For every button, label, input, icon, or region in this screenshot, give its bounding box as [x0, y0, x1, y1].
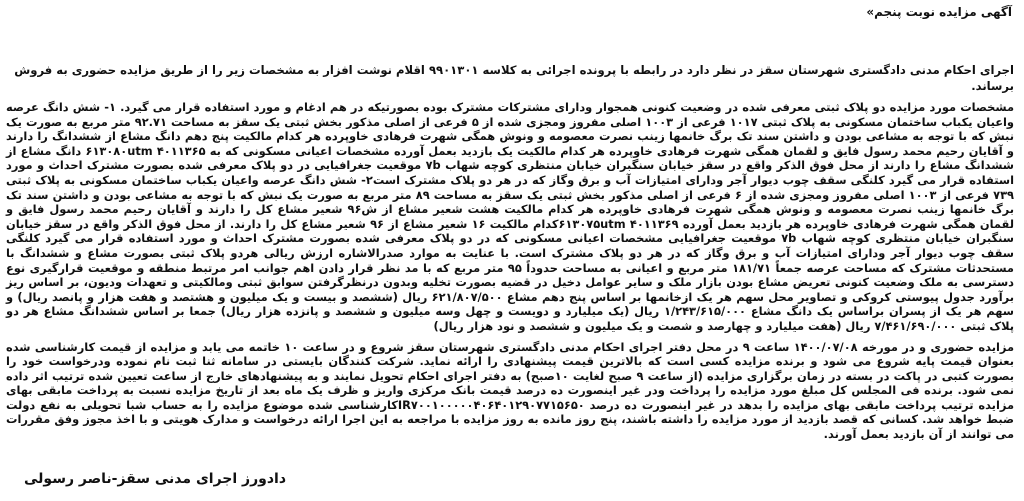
property-specification-paragraph: مشخصات مورد مزایده دو پلاک ثبتی معرفی شده در وضعیت کنونی همجوار ودارای مشترکات مشترک بوده بصورتیکه در هم ادغام و مورد استفاده قرار می گیرد. ۱- شش دانگ عرصه واعیان یکباب ساختمان مسکونی به پلاک ثبتی ۱۰۱۷ فرعی از ۱۰۰۳ اصلی مفروز ومجزی شده از ۵ فرعی از اصلی مذکور بخش ثبتی یک سقز به مساحت ۹۲.۷۱ متر مربع به صورت یک نبش که با توجه به مشاعی بودن و داشتن سند تک برگ خانمها زینب نصرت معصومه و ونوش همگی شهرت فرهادی خاوپرده هر کدام مالکیت پنج دهم دانگ مشاع از ششدانگ را دارند و آقایان رحیم محمد رسول فایق و لقمان همگی شهرت فرهادی خاوپرده هر کدام مالکیت یک بازدید بعمل آورده مشخصات اعیانی مسکونی که به ۴۰۱۱۳۶۵ ۶۱۳۰۸۰utm دانگ مشاع از ششدانگ مشاع را دارند از محل فوق الذکر واقع در سقز خیابان سنگبران خیابان منتظری کوچه شهاب ۷b موقعیت جغرافیایی در دو پلاک معرفی شده بصورت مشترک احداث و مورد استفاده قرار می گیرد کلنگی سقف چوب دیوار آجر ودارای امتیازات آب و برق وگاز که در هر دو پلاک مشترک است۲- شش دانگ عرصه واعیان یکباب ساختمان مسکونی به پلاک ثبتی ۷۳۹ فرعی از ۱۰۰۳ اصلی مفروز ومجزی شده از ۶ فرعی از اصلی مذکور بخش ثبتی یک سقز به مساحت ۸۹ متر مربع به صورت یک نبش که با توجه به مشاعی بودن و داشتن سند تک برگ خانمها زینب نصرت معصومه و ونوش همگی شهرت فرهادی خاوپرده هر کدام مالکیت هشت شعیر مشاع از ش۹۶ شعیر مشاع کل را دارند و آقایان رحیم محمد رسول فایق و لقمان همگی شهرت فرهادی خاوپرده هر بازدید بعمل آورده ۴۰۱۱۳۶۹ ۶۱۳۰۷۵utmکدام مالکیت ۱۶ شعیر مشاع از ۹۶ شعیر مشاع کل را دارند. از محل فوق الذکر واقع در سقز خیابان سنگبران خیابان منتظری کوچه شهاب ۷b موقعیت جغرافیایی مشخصات اعیانی مسکونی که در دو پلاک معرفی شده بصورت مشترک احداث و مورد استفاده قرار می گیرد کلنگی سقف چوب دیوار آجر ودارای امتیازات آب و برق وگاز که در هر دو پلاک مشترک است. با عنایت به موارد صدرالاشاره ارزش ریالی هردو پلاک ثبتی بصورت مشاع و ششدانگ با مستحدثات مشترک که مساحت عرصه جمعاً ۱۸۱/۷۱ متر مربع و اعیانی به مساحت حدوداً ۹۵ متر مربع که با مد نظر قرار دادن اهم جوانب امر مرتبط منطقه و موقعیت قرارگیری نوع دسترسی به ملک وضعیت کنونی تعریض مشاع بودن بازار ملک و سایر عوامل دخیل در قضیه بصورت تخلیه وبدون درنظرگرفتن سوابق ثبتی ومالکیتی و تعهدات ودیون، بر اساس ریز برآورد جدول پیوستی کروکی و تصاویر محل سهم هر یک ازخانمها بر اساس پنج دهم مشاع ۶۲۱/۸۰۷/۵۰۰ ریال (ششصد و بیست و یک میلیون و هشتصد و هفت هزار و پانصد ریال) و سهم هر یک از پسران براساس یک دانگ مشاع ۱/۲۴۳/۶۱۵/۰۰۰ ریال (یک میلیارد و دویست و چهل وسه میلیون و ششصد و پانزده هزار ریال) جمعا بر اساس ششدانگ مشاع هر دو پلاک ثبتی ۷/۴۶۱/۶۹۰/۰۰۰ ریال (هفت میلیارد و چهارصد و شصت و یک میلیون و ششصد و نود هزار ریال) [6, 100, 1015, 333]
notice-intro: اجرای احکام مدنی دادگستری شهرستان سقز در نظر دارد در رابطه با پرونده اجرائی به کلاسه ۹۹۰۱۳۰۱ اقلام نوشت افزار به مشخصات زیر را از طریق مزایده حضوری به فروش برساند. [14, 63, 1014, 93]
auction-notice [6, 4, 1014, 448]
auction-terms-paragraph: مزایده حضوری و در مورخه ۱۴۰۰/۰۷/۰۸ ساعت ۹ در محل دفتر اجرای احکام مدنی دادگستری شهرستان سقز شروع و در ساعت ۱۰ خاتمه می یابد و مزایده از قیمت کارشناسی شده بعنوان قیمت پایه شروع می شود و برنده مزایده کسی است که بالاترین قیمت پیشنهادی را ارائه نماید. شرکت کنندگان بایستی در سامانه ثنا ثبت نام نموده ودرخواست خود را بصورت کتبی در پاکت در بسته در زمان برگزاری مزایده (از ساعت ۹ صبح لغایت ۱۰صبح) به دفتر اجرای احکام تحویل نمایند و به پیشنهادهای خارج از ساعت تعیین شده ترتیب اثر داده نمی شود. برنده فی المجلس کل مبلغ مورد مزایده را پرداخت ودر غیر اینصورت ده درصد قیمت بانک مرکزی واریز و ظرف یک ماه بعد از تاریخ مزایده نسبت به پرداخت مابقی بهای مزایده ترتیب پرداخت مابقی بهای مزایده را بدهد در غیر اینصورت ده درصد IR۷۰۰۱۰۰۰۰۰۴۰۶۴۰۱۲۹۰۷۷۱۵۶۵۰کارشناسی شده موضوع مزایده را به حساب شبا تحویلی به نفع دولت ضبط خواهد شد. کسانی که قصد بازدید از مورد مزایده را داشته باشند، پنج روز مانده به روز مزایده با مراجعه به این اجرا ارائه درخواست و مدارک هویتی و با اخذ مجوز وفق مقررات می توانند از آن بازدید بعمل آورند. [6, 339, 1015, 442]
spacer [6, 20, 1014, 62]
notice-title: آگهی مزایده نوبت پنجم» [866, 5, 1012, 19]
notice-signature: دادورز اجرای مدنی سقز-ناصر رسولی [24, 471, 287, 487]
